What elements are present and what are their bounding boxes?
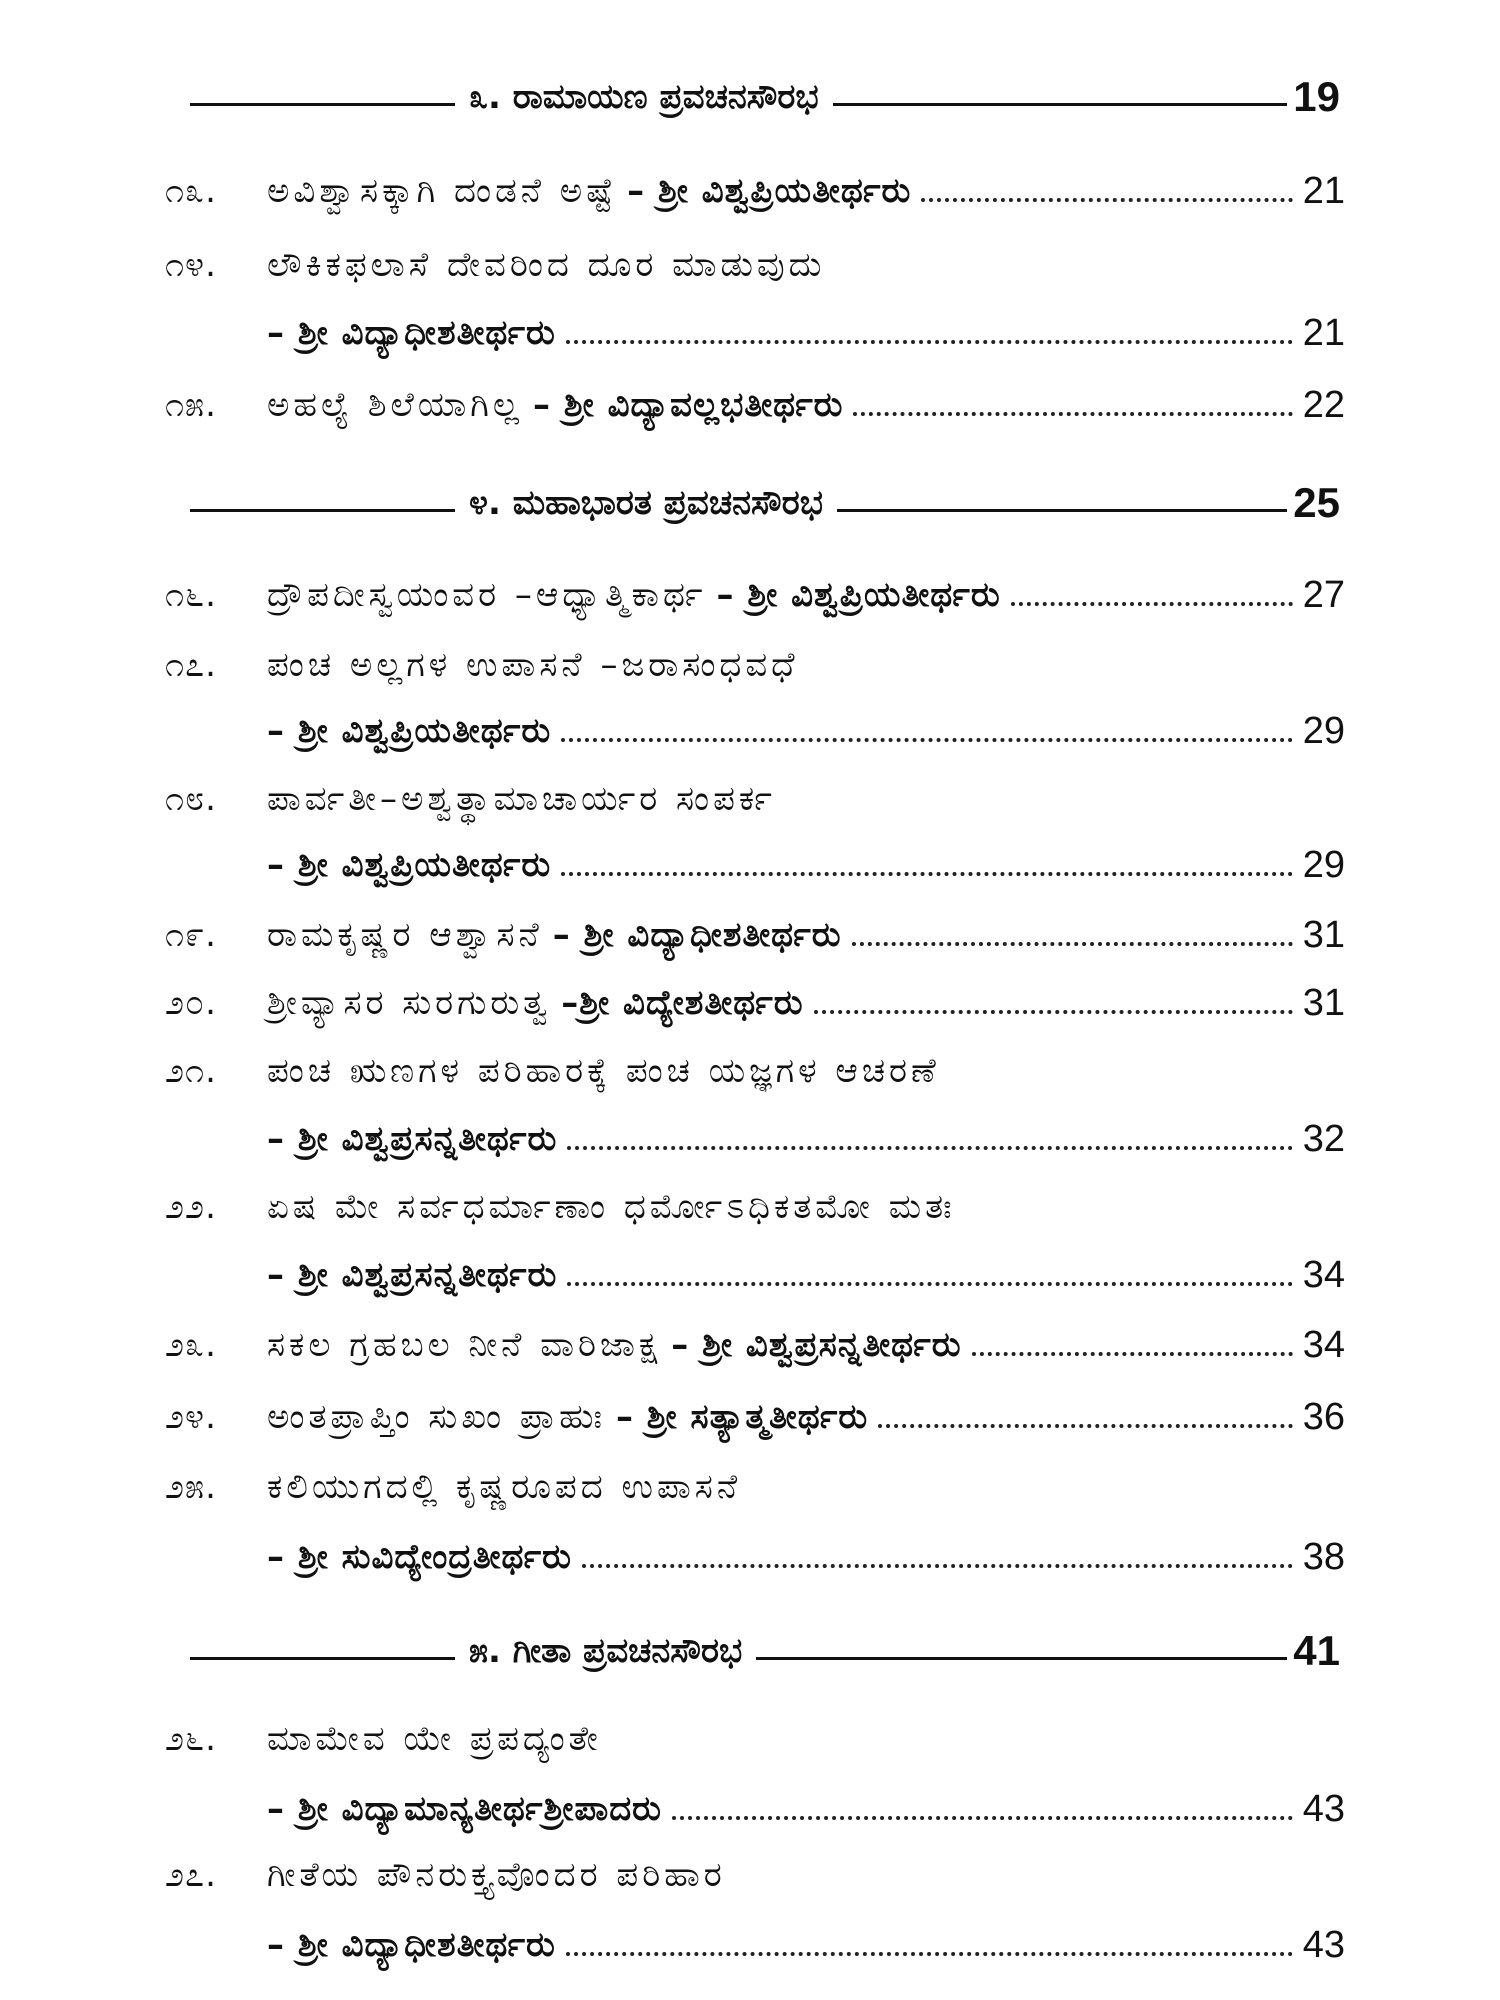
entry-page-number: 34: [1302, 1253, 1345, 1296]
entry-number: ೨೬.: [165, 1719, 217, 1759]
section-page-number: 41: [1293, 1627, 1340, 1674]
entry-author: – ಶ್ರೀ ವಿಶ್ವಪ್ರಸನ್ನತೀರ್ಥರು: [267, 1255, 558, 1295]
dot-leader: [561, 738, 1293, 742]
entry-page-number: 21: [1302, 169, 1345, 212]
entry-title: ರಾಮಕೃಷ್ಣರ ಆಶ್ವಾಸನೆ: [267, 915, 543, 955]
section-title: ೫. ಗೀತಾ ಪ್ರವಚನಸೌರಭ: [469, 1631, 743, 1671]
toc-entry-author-line: [165, 832, 1345, 898]
dot-leader: [1011, 602, 1293, 606]
header-rule-left: [190, 103, 455, 106]
dot-leader: [921, 198, 1292, 202]
dot-leader: [566, 340, 1293, 344]
toc-entry-author-line: [165, 1242, 1345, 1308]
dot-leader: [672, 1816, 1293, 1820]
entry-number: ೨೫.: [165, 1467, 217, 1507]
toc-entry: [165, 902, 1345, 968]
entry-number: ೨೭.: [165, 1855, 217, 1895]
section-page-number: 25: [1293, 479, 1340, 526]
section-header-ramayana: [190, 62, 1340, 132]
toc-entry: [165, 1706, 1345, 1772]
section-title: ೩. ರಾಮಾಯಣ ಪ್ರವಚನಸೌರಭ: [469, 77, 819, 117]
dot-leader: [561, 872, 1293, 876]
toc-entry: [165, 1842, 1345, 1908]
entry-page-number: 34: [1302, 1323, 1345, 1366]
entry-author: – ಶ್ರೀ ವಿಶ್ವಪ್ರಸನ್ನತೀರ್ಥರು: [267, 1119, 558, 1159]
entry-author: – ಶ್ರೀ ವಿಶ್ವಪ್ರಿಯತೀರ್ಥರು: [627, 171, 912, 211]
toc-entry-author-line: [165, 698, 1345, 764]
entry-number: ೧೬.: [165, 575, 217, 615]
header-rule-left: [190, 509, 455, 512]
toc-entry: [165, 632, 1345, 698]
entry-page-number: 22: [1302, 383, 1345, 426]
dot-leader: [567, 1282, 1292, 1286]
entry-number: ೨೦.: [165, 983, 217, 1023]
toc-entry-author-line: [165, 300, 1345, 366]
toc-entry-author-line: [165, 1524, 1345, 1590]
entry-title: ಏಷ ಮೇ ಸರ್ವಧರ್ಮಾಣಾಂ ಧರ್ಮೋಽಧಿಕತಮೋ ಮತಃ: [267, 1187, 956, 1227]
toc-entry: [165, 372, 1345, 438]
entry-author: – ಶ್ರೀ ಸುವಿದ್ಯೇಂದ್ರತೀರ್ಥರು: [267, 1537, 572, 1577]
entry-title: ಗೀತೆಯ ಪೌನರುಕ್ತ್ಯವೊಂದರ ಪರಿಹಾರ: [267, 1855, 726, 1895]
entry-author: – ಶ್ರೀ ವಿಶ್ವಪ್ರಿಯತೀರ್ಥರು: [267, 711, 552, 751]
entry-author: – ಶ್ರೀ ವಿದ್ಯಾಮಾನ್ಯತೀರ್ಥಶ್ರೀಪಾದರು: [267, 1789, 662, 1829]
entry-title: ಪಾರ್ವತೀ–ಅಶ್ವತ್ಥಾಮಾಚಾರ್ಯರ ಸಂಪರ್ಕ: [267, 779, 776, 819]
entry-page-number: 36: [1302, 1395, 1345, 1438]
dot-leader: [566, 1952, 1293, 1956]
toc-entry: [165, 562, 1345, 628]
dot-leader: [582, 1564, 1293, 1568]
section-header-mahabharata: [190, 468, 1340, 538]
entry-number: ೧೩.: [165, 171, 217, 211]
section-header-gita: [190, 1616, 1340, 1686]
entry-number: ೧೯.: [165, 915, 217, 955]
entry-page-number: 38: [1302, 1535, 1345, 1578]
entry-number: ೧೫.: [165, 385, 217, 425]
dot-leader: [814, 1010, 1293, 1014]
toc-entry: [165, 1312, 1345, 1378]
entry-page-number: 43: [1302, 1923, 1345, 1966]
toc-entry: [165, 1174, 1345, 1240]
header-rule-right: [837, 509, 1287, 512]
entry-page-number: 32: [1302, 1117, 1345, 1160]
dot-leader: [852, 942, 1293, 946]
entry-title: ಪಂಚ ಋಣಗಳ ಪರಿಹಾರಕ್ಕೆ ಪಂಚ ಯಜ್ಞಗಳ ಆಚರಣೆ: [267, 1051, 940, 1091]
entry-number: ೨೩.: [165, 1325, 217, 1365]
header-rule-right: [756, 1657, 1287, 1660]
header-rule-left: [190, 1657, 455, 1660]
entry-title: ಅಹಲ್ಯೆ ಶಿಲೆಯಾಗಿಲ್ಲ: [267, 385, 523, 425]
entry-title: ಮಾಮೇವ ಯೇ ಪ್ರಪದ್ಯಂತೇ: [267, 1719, 602, 1759]
entry-number: ೨೧.: [165, 1051, 217, 1091]
entry-title: ದ್ರೌಪದೀಸ್ವಯಂವರ –ಆಧ್ಯಾತ್ಮಿಕಾರ್ಥ: [267, 575, 707, 615]
toc-entry: [165, 232, 1345, 298]
entry-page-number: 43: [1302, 1787, 1345, 1830]
entry-page-number: 31: [1302, 981, 1345, 1024]
entry-author: – ಶ್ರೀ ವಿದ್ಯಾಧೀಶತೀರ್ಥರು: [267, 313, 556, 353]
entry-title: ಶ್ರೀವ್ಯಾಸರ ಸುರಗುರುತ್ವ: [267, 983, 552, 1023]
toc-entry: [165, 1454, 1345, 1520]
entry-page-number: 31: [1302, 913, 1345, 956]
toc-entry: [165, 970, 1345, 1036]
entry-number: ೧೪.: [165, 245, 217, 285]
toc-entry-author-line: [165, 1776, 1345, 1842]
entry-number: ೧೭.: [165, 645, 217, 685]
header-rule-right: [833, 103, 1288, 106]
entry-page-number: 21: [1302, 311, 1345, 354]
entry-title: ಲೌಕಿಕಫಲಾಸೆ ದೇವರಿಂದ ದೂರ ಮಾಡುವುದು: [267, 245, 826, 285]
entry-author: – ಶ್ರೀ ವಿಶ್ವಪ್ರಿಯತೀರ್ಥರು: [267, 845, 552, 885]
toc-entry: [165, 158, 1345, 224]
entry-author: – ಶ್ರೀ ಸತ್ಯಾತ್ಮತೀರ್ಥರು: [615, 1397, 869, 1437]
toc-entry-author-line: [165, 1912, 1345, 1978]
entry-page-number: 29: [1302, 843, 1345, 886]
entry-page-number: 29: [1302, 709, 1345, 752]
entry-title: ಅವಿಶ್ವಾಸಕ್ಕಾಗಿ ದಂಡನೆ ಅಷ್ಟೆ: [267, 171, 618, 211]
entry-title: ಕಲಿಯುಗದಲ್ಲಿ ಕೃಷ್ಣರೂಪದ ಉಪಾಸನೆ: [267, 1467, 742, 1507]
dot-leader: [972, 1352, 1293, 1356]
entry-author: –ಶ್ರೀ ವಿದ್ಯೇಶತೀರ್ಥರು: [561, 983, 804, 1023]
dot-leader: [878, 1424, 1293, 1428]
dot-leader: [853, 412, 1292, 416]
section-page-number: 19: [1293, 73, 1340, 120]
entry-title: ಅಂತಪ್ರಾಪ್ತಿಂ ಸುಖಂ ಪ್ರಾಹುಃ: [267, 1397, 606, 1437]
toc-entry-author-line: [165, 1106, 1345, 1172]
entry-number: ೨೨.: [165, 1187, 217, 1227]
entry-author: – ಶ್ರೀ ವಿಶ್ವಪ್ರಸನ್ನತೀರ್ಥರು: [671, 1325, 962, 1365]
entry-author: – ಶ್ರೀ ವಿಶ್ವಪ್ರಿಯತೀರ್ಥರು: [716, 575, 1001, 615]
entry-number: ೧೮.: [165, 779, 217, 819]
entry-title: ಸಕಲ ಗ್ರಹಬಲ ನೀನೆ ವಾರಿಜಾಕ್ಷ: [267, 1325, 662, 1365]
entry-author: – ಶ್ರೀ ವಿದ್ಯಾವಲ್ಲಭತೀರ್ಥರು: [532, 385, 844, 425]
entry-author: – ಶ್ರೀ ವಿದ್ಯಾಧೀಶತೀರ್ಥರು: [267, 1925, 556, 1965]
toc-entry: [165, 766, 1345, 832]
section-title: ೪. ಮಹಾಭಾರತ ಪ್ರವಚನಸೌರಭ: [469, 483, 823, 523]
entry-number: ೨೪.: [165, 1397, 217, 1437]
entry-title: ಪಂಚ ಅಲ್ಲಗಳ ಉಪಾಸನೆ –ಜರಾಸಂಧವಧೆ: [267, 645, 799, 685]
dot-leader: [567, 1146, 1292, 1150]
entry-page-number: 27: [1302, 573, 1345, 616]
toc-entry: [165, 1038, 1345, 1104]
entry-author: – ಶ್ರೀ ವಿದ್ಯಾಧೀಶತೀರ್ಥರು: [552, 915, 842, 955]
toc-entry: [165, 1384, 1345, 1450]
